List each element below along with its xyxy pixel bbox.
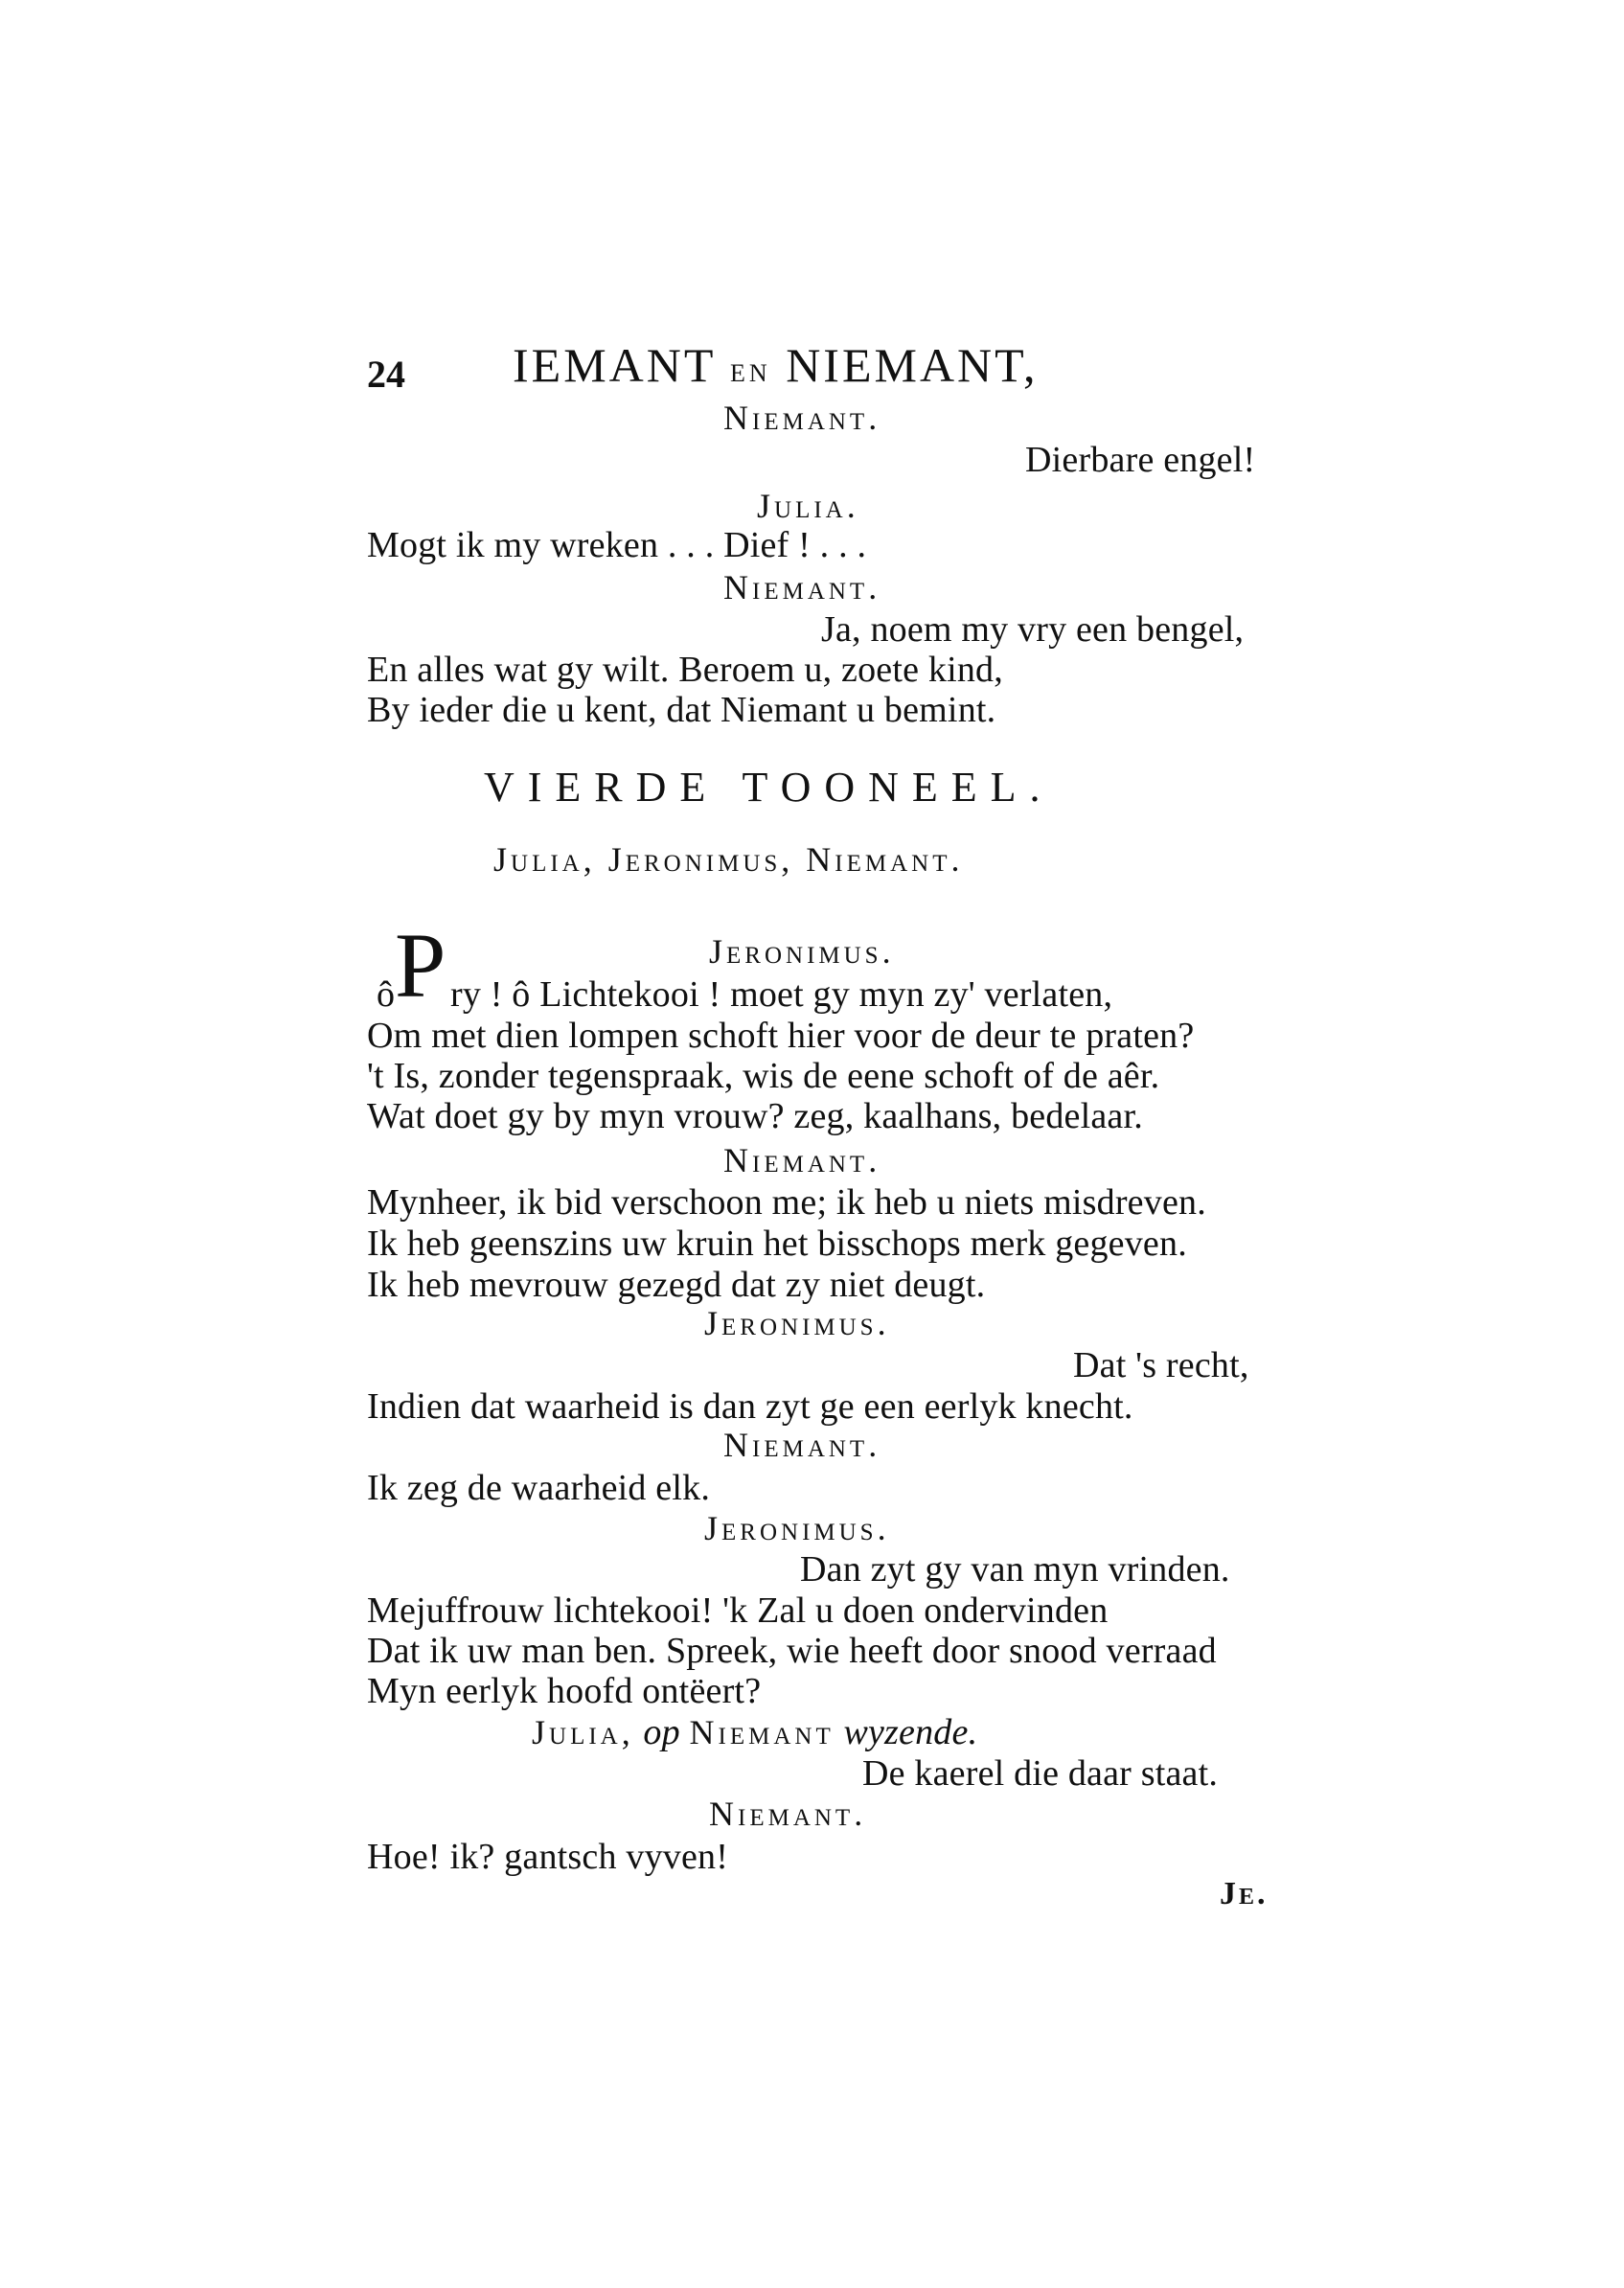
speaker-jeronimus: Jeronimus.: [709, 932, 895, 971]
direction-word: op: [643, 1712, 680, 1752]
speaker-niemant: Niemant.: [723, 1426, 881, 1464]
verse-line: Indien dat waarheid is dan zyt ge een eerlyk knecht.: [367, 1386, 1133, 1427]
verse-line: Dierbare engel!: [1025, 440, 1256, 480]
stage-direction: [532, 1710, 977, 1754]
speaker-niemant: Niemant.: [723, 1141, 881, 1179]
speaker-julia: Julia.: [757, 487, 859, 525]
scene-cast: Julia, Jeronimus, Niemant.: [493, 840, 964, 879]
speaker-niemant: Niemant.: [709, 1795, 867, 1833]
verse-line: De kaerel die daar staat.: [862, 1753, 1219, 1794]
verse-line: Hoe! ik? gantsch vyven!: [367, 1837, 729, 1877]
verse-line: Ik heb mevrouw gezegd dat zy niet deugt.: [367, 1265, 986, 1305]
speaker-niemant: Niemant.: [723, 568, 881, 606]
direction-word: wyzende.: [843, 1712, 978, 1752]
catchword: Je.: [1220, 1876, 1269, 1911]
verse-line: Ik zeg de waarheid elk.: [367, 1468, 711, 1508]
running-title-first: IEMANT: [513, 338, 716, 392]
verse-line: Mynheer, ik bid verschoon me; ik heb u niets misdreven.: [367, 1182, 1206, 1223]
speaker-niemant: Niemant.: [723, 399, 881, 437]
verse-line: Myn eerlyk hoofd ontëert?: [367, 1671, 762, 1711]
verse-line: Wat doet gy by myn vrouw? zeg, kaalhans, bedelaar.: [367, 1096, 1143, 1136]
verse-line: Dan zyt gy van myn vrinden.: [800, 1549, 1230, 1590]
page-number: 24: [367, 353, 405, 396]
verse-line: Ja, noem my vry een bengel,: [821, 609, 1245, 650]
running-title-conjunction: EN: [730, 359, 771, 387]
running-title: [513, 337, 1039, 393]
speaker-niemant: Niemant: [689, 1713, 835, 1751]
verse-line: Mejuffrouw lichtekooi! 'k Zal u doen ondervinden: [367, 1590, 1109, 1631]
speaker-jeronimus: Jeronimus.: [704, 1509, 890, 1547]
verse-line: By ieder die u kent, dat Niemant u bemint.: [367, 690, 996, 730]
verse-line: Om met dien lompen schoft hier voor de deur te praten?: [367, 1016, 1195, 1056]
verse-line: En alles wat gy wilt. Beroem u, zoete kind,: [367, 650, 1003, 690]
running-title-second: NIEMANT,: [786, 338, 1039, 392]
speaker-jeronimus: Jeronimus.: [704, 1304, 890, 1342]
verse-line: Mogt ik my wreken . . . Dief ! . . .: [367, 525, 867, 565]
dropcap-prefix: ô: [377, 974, 396, 1015]
speaker-julia: Julia,: [532, 1713, 634, 1751]
scene-title: VIERDE TOONEEL.: [484, 764, 1054, 811]
verse-line: Dat 's recht,: [1073, 1345, 1249, 1385]
drop-capital: P: [395, 914, 446, 1017]
verse-line: Ik heb geenszins uw kruin het bisschops merk gegeven.: [367, 1224, 1187, 1264]
verse-line: 't Is, zonder tegenspraak, wis de eene schoft of de aêr.: [367, 1056, 1160, 1096]
verse-line: ry ! ô Lichtekooi ! moet gy myn zy' verlaten,: [450, 974, 1113, 1015]
verse-line: Dat ik uw man ben. Spreek, wie heeft door snood verraad: [367, 1631, 1217, 1671]
